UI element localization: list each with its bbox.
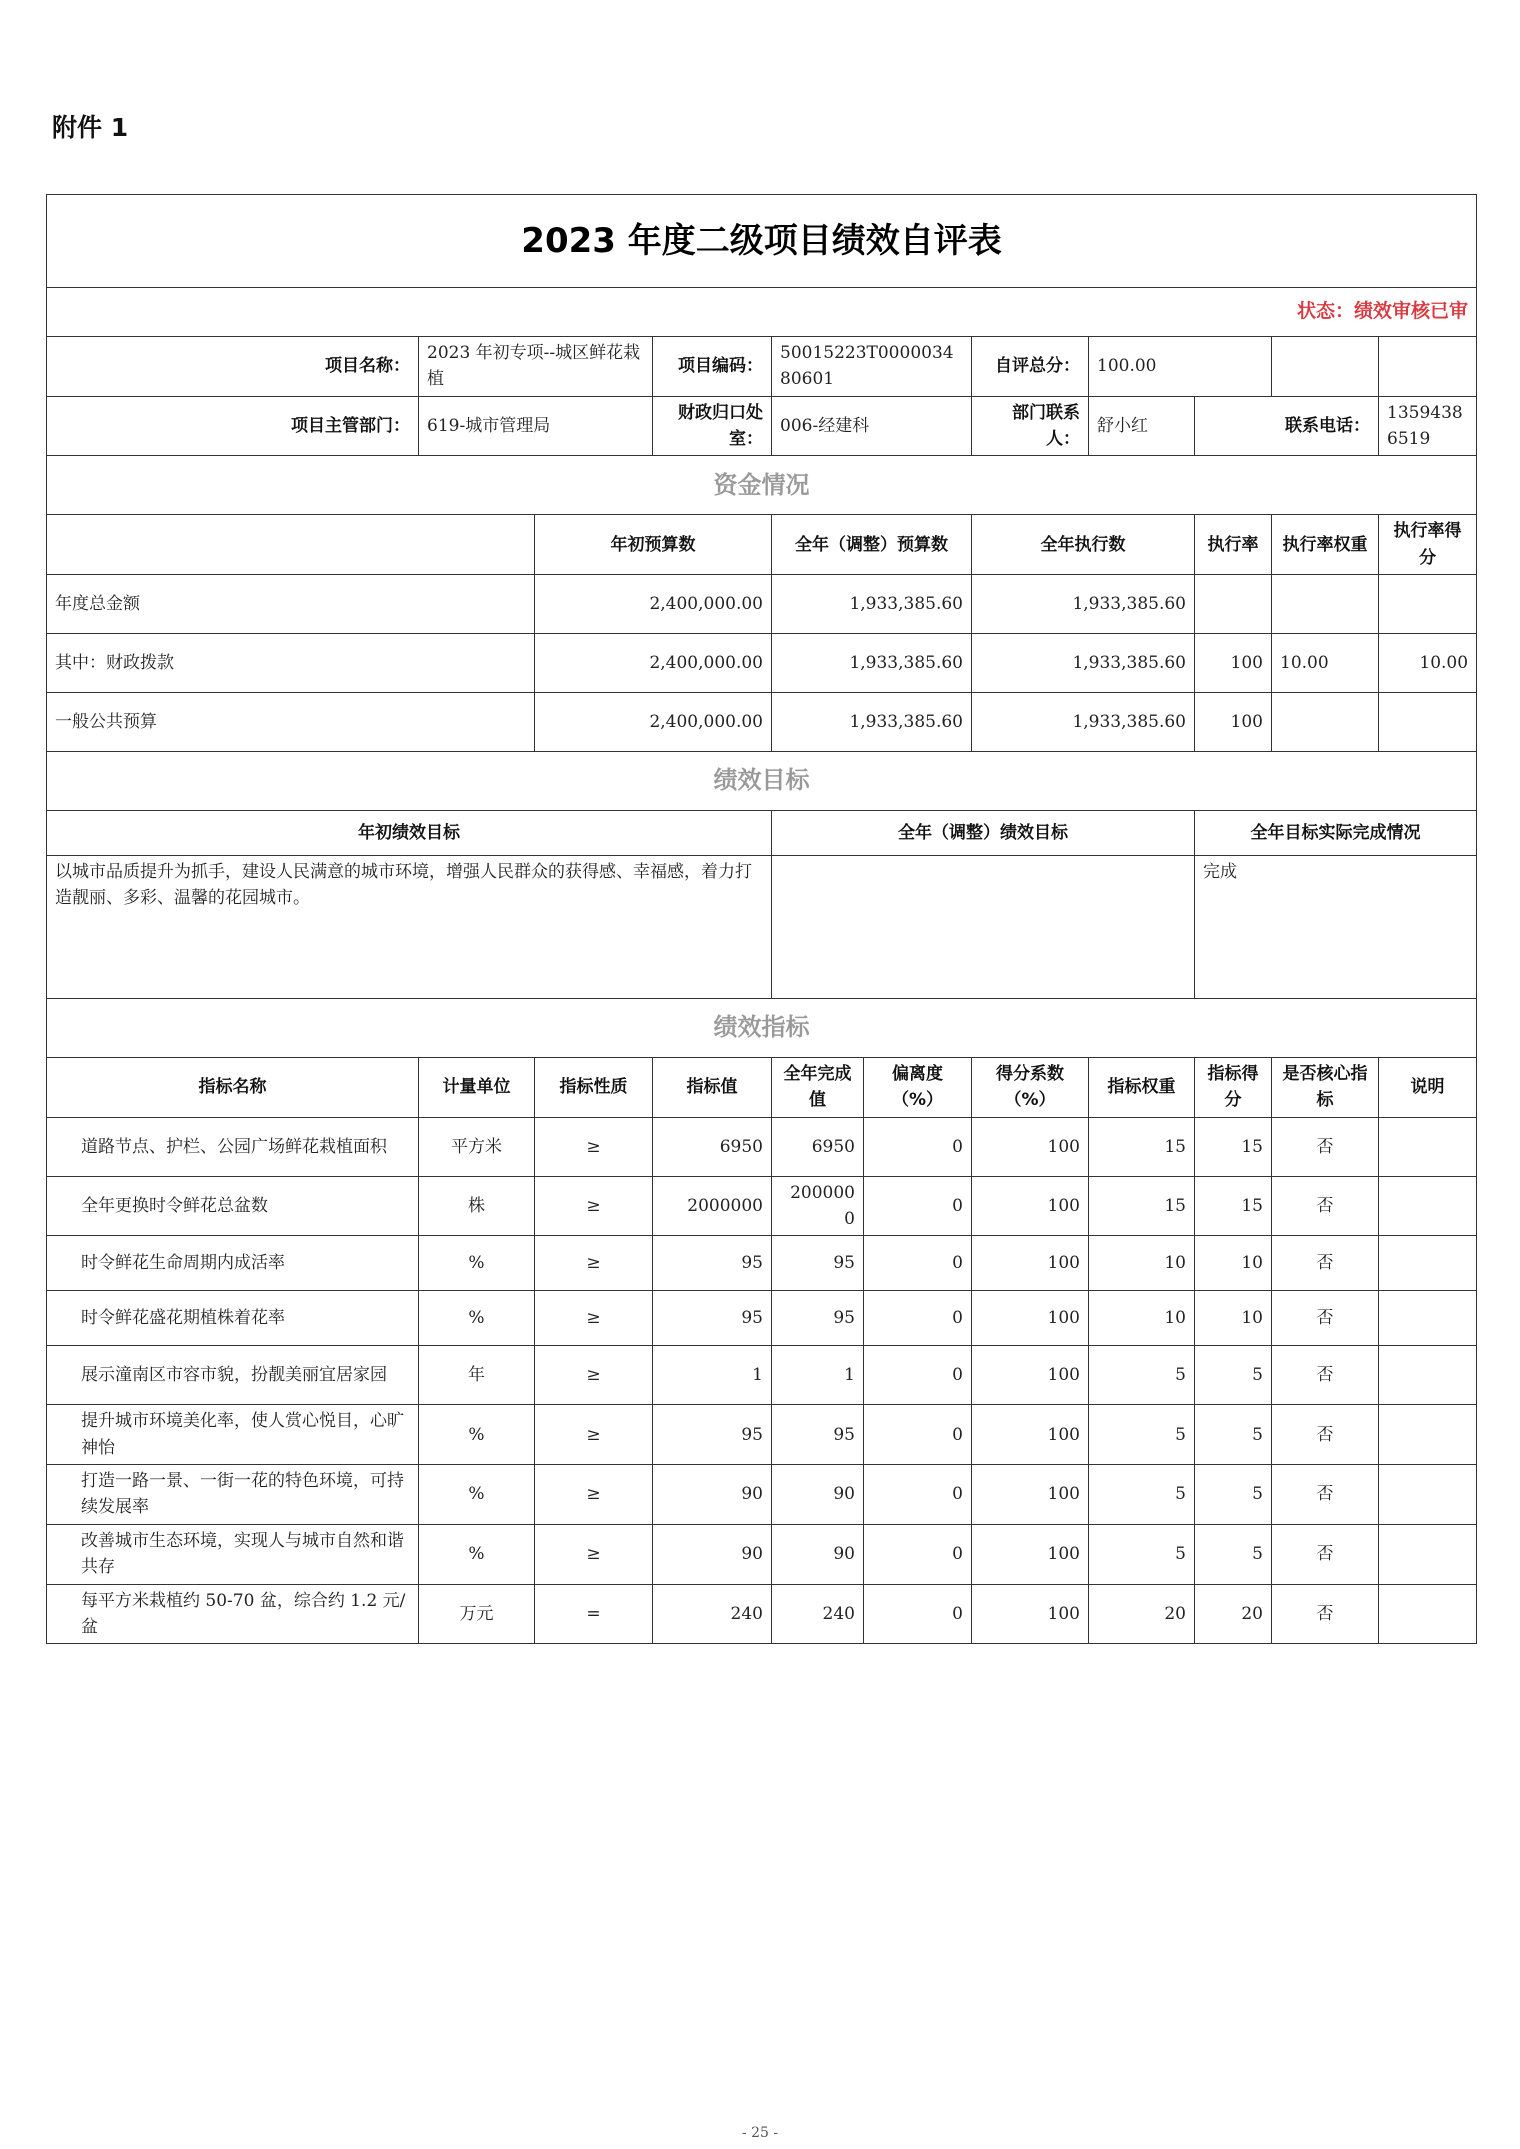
table-row (47, 1584, 1477, 1644)
ind-name: 时令鲜花生命周期内成活率 (47, 1236, 419, 1291)
ind-actual: 6950 (772, 1117, 864, 1176)
ind-unit: % (419, 1465, 535, 1525)
ind-actual: 2000000 (772, 1176, 864, 1236)
ind-weight: 5 (1089, 1346, 1195, 1405)
ind-weight: 15 (1089, 1176, 1195, 1236)
ind-core: 否 (1272, 1346, 1379, 1405)
ind-header-target: 指标值 (653, 1058, 772, 1118)
ind-nature: ≥ (535, 1291, 653, 1346)
dept-label: 项目主管部门： (47, 396, 419, 456)
ind-unit: 株 (419, 1176, 535, 1236)
ind-weight: 10 (1089, 1291, 1195, 1346)
ind-target: 1 (653, 1346, 772, 1405)
ind-unit: 平方米 (419, 1117, 535, 1176)
funds-header-score: 执行率得分 (1379, 515, 1477, 575)
ind-weight: 5 (1089, 1524, 1195, 1584)
ind-actual: 90 (772, 1524, 864, 1584)
attachment-label: 附件 1 (52, 113, 129, 142)
funds-weight: 10.00 (1272, 634, 1379, 693)
ind-weight: 10 (1089, 1236, 1195, 1291)
ind-core: 否 (1272, 1405, 1379, 1465)
finance-office-value: 006-经建科 (772, 396, 972, 456)
funds-rate (1195, 575, 1272, 634)
funds-executed: 1,933,385.60 (972, 634, 1195, 693)
dept-value: 619-城市管理局 (419, 396, 653, 456)
goals-header-actual: 全年目标实际完成情况 (1195, 811, 1477, 856)
empty-cell (1379, 337, 1477, 397)
funds-score (1379, 693, 1477, 752)
ind-core: 否 (1272, 1117, 1379, 1176)
contact-label: 部门联系人： (972, 396, 1089, 456)
goals-initial-text: 以城市品质提升为抓手，建设人民满意的城市环境，增强人民群众的获得感、幸福感，着力打造靓丽、多彩、温馨的花园城市。 (47, 856, 772, 999)
ind-note (1379, 1584, 1477, 1644)
ind-weight: 20 (1089, 1584, 1195, 1644)
ind-core: 否 (1272, 1524, 1379, 1584)
funds-row-name: 年度总金额 (47, 575, 535, 634)
goals-actual-text: 完成 (1195, 856, 1477, 999)
empty-cell (1272, 337, 1379, 397)
ind-unit: 万元 (419, 1584, 535, 1644)
ind-name: 时令鲜花盛花期植株着花率 (47, 1291, 419, 1346)
ind-deviation: 0 (864, 1465, 972, 1525)
ind-coef: 100 (972, 1176, 1089, 1236)
ind-target: 95 (653, 1405, 772, 1465)
ind-deviation: 0 (864, 1405, 972, 1465)
ind-coef: 100 (972, 1236, 1089, 1291)
status-badge: 状态：绩效审核已审 (47, 288, 1477, 337)
funds-row-name: 一般公共预算 (47, 693, 535, 752)
goals-section-title: 绩效目标 (47, 752, 1477, 811)
ind-nature: ≥ (535, 1405, 653, 1465)
project-name-label: 项目名称： (47, 337, 419, 397)
ind-score: 15 (1195, 1176, 1272, 1236)
ind-score: 5 (1195, 1405, 1272, 1465)
ind-core: 否 (1272, 1584, 1379, 1644)
ind-nature: ≥ (535, 1236, 653, 1291)
funds-score (1379, 575, 1477, 634)
funds-section-title: 资金情况 (47, 456, 1477, 515)
ind-header-core: 是否核心指标 (1272, 1058, 1379, 1118)
ind-deviation: 0 (864, 1117, 972, 1176)
ind-header-actual: 全年完成值 (772, 1058, 864, 1118)
ind-target: 90 (653, 1465, 772, 1525)
ind-header-score: 指标得分 (1195, 1058, 1272, 1118)
ind-deviation: 0 (864, 1236, 972, 1291)
ind-name: 每平方米栽植约 50-70 盆，综合约 1.2 元/盆 (47, 1584, 419, 1644)
ind-deviation: 0 (864, 1524, 972, 1584)
funds-weight (1272, 575, 1379, 634)
ind-unit: % (419, 1291, 535, 1346)
funds-adjusted: 1,933,385.60 (772, 575, 972, 634)
ind-coef: 100 (972, 1405, 1089, 1465)
table-row (47, 1405, 1477, 1465)
ind-name: 改善城市生态环境，实现人与城市自然和谐共存 (47, 1524, 419, 1584)
table-row (47, 575, 1477, 634)
ind-unit: 年 (419, 1346, 535, 1405)
ind-note (1379, 1405, 1477, 1465)
phone-value: 13594386519 (1379, 396, 1477, 456)
ind-target: 240 (653, 1584, 772, 1644)
funds-row-name: 其中：财政拨款 (47, 634, 535, 693)
ind-header-name: 指标名称 (47, 1058, 419, 1118)
ind-note (1379, 1176, 1477, 1236)
ind-unit: % (419, 1405, 535, 1465)
ind-core: 否 (1272, 1465, 1379, 1525)
ind-coef: 100 (972, 1465, 1089, 1525)
ind-name: 全年更换时令鲜花总盆数 (47, 1176, 419, 1236)
ind-nature: ≥ (535, 1524, 653, 1584)
ind-header-unit: 计量单位 (419, 1058, 535, 1118)
table-row (47, 1291, 1477, 1346)
project-code-value: 50015223T000003480601 (772, 337, 972, 397)
ind-nature: ≥ (535, 1117, 653, 1176)
ind-name: 展示潼南区市容市貌，扮靓美丽宜居家园 (47, 1346, 419, 1405)
page-title: 2023 年度二级项目绩效自评表 (47, 195, 1477, 288)
ind-actual: 95 (772, 1291, 864, 1346)
ind-unit: % (419, 1236, 535, 1291)
contact-value: 舒小红 (1089, 396, 1195, 456)
ind-name: 提升城市环境美化率，使人赏心悦目，心旷神怡 (47, 1405, 419, 1465)
ind-actual: 95 (772, 1405, 864, 1465)
funds-adjusted: 1,933,385.60 (772, 634, 972, 693)
ind-score: 5 (1195, 1465, 1272, 1525)
goals-header-adjusted: 全年（调整）绩效目标 (772, 811, 1195, 856)
project-code-label: 项目编码： (653, 337, 772, 397)
ind-header-coef: 得分系数（%） (972, 1058, 1089, 1118)
ind-note (1379, 1346, 1477, 1405)
table-row (47, 1236, 1477, 1291)
ind-score: 15 (1195, 1117, 1272, 1176)
ind-target: 95 (653, 1236, 772, 1291)
ind-header-nature: 指标性质 (535, 1058, 653, 1118)
ind-target: 2000000 (653, 1176, 772, 1236)
funds-header-initial: 年初预算数 (535, 515, 772, 575)
performance-table (46, 194, 1477, 1644)
table-row (47, 634, 1477, 693)
funds-initial: 2,400,000.00 (535, 693, 772, 752)
table-row (47, 1176, 1477, 1236)
ind-note (1379, 1236, 1477, 1291)
funds-header-weight: 执行率权重 (1272, 515, 1379, 575)
ind-coef: 100 (972, 1291, 1089, 1346)
phone-label: 联系电话： (1195, 396, 1379, 456)
ind-coef: 100 (972, 1524, 1089, 1584)
funds-rate: 100 (1195, 693, 1272, 752)
ind-nature: = (535, 1584, 653, 1644)
ind-score: 5 (1195, 1524, 1272, 1584)
table-row (47, 1465, 1477, 1525)
funds-header-adjusted: 全年（调整）预算数 (772, 515, 972, 575)
indicators-section-title: 绩效指标 (47, 999, 1477, 1058)
ind-deviation: 0 (864, 1176, 972, 1236)
goals-header-initial: 年初绩效目标 (47, 811, 772, 856)
ind-nature: ≥ (535, 1346, 653, 1405)
table-row (47, 1346, 1477, 1405)
ind-coef: 100 (972, 1117, 1089, 1176)
finance-office-label: 财政归口处室： (653, 396, 772, 456)
funds-score: 10.00 (1379, 634, 1477, 693)
ind-deviation: 0 (864, 1291, 972, 1346)
ind-coef: 100 (972, 1584, 1089, 1644)
ind-weight: 5 (1089, 1405, 1195, 1465)
ind-name: 道路节点、护栏、公园广场鲜花栽植面积 (47, 1117, 419, 1176)
table-row (47, 1117, 1477, 1176)
ind-core: 否 (1272, 1236, 1379, 1291)
ind-weight: 5 (1089, 1465, 1195, 1525)
ind-score: 10 (1195, 1291, 1272, 1346)
ind-unit: % (419, 1524, 535, 1584)
funds-header-executed: 全年执行数 (972, 515, 1195, 575)
funds-initial: 2,400,000.00 (535, 634, 772, 693)
funds-rate: 100 (1195, 634, 1272, 693)
ind-score: 5 (1195, 1346, 1272, 1405)
funds-header-rate: 执行率 (1195, 515, 1272, 575)
ind-actual: 240 (772, 1584, 864, 1644)
funds-executed: 1,933,385.60 (972, 575, 1195, 634)
goals-adjusted-text (772, 856, 1195, 999)
funds-weight (1272, 693, 1379, 752)
ind-deviation: 0 (864, 1584, 972, 1644)
ind-nature: ≥ (535, 1465, 653, 1525)
ind-weight: 15 (1089, 1117, 1195, 1176)
ind-score: 20 (1195, 1584, 1272, 1644)
ind-note (1379, 1465, 1477, 1525)
self-score-value: 100.00 (1089, 337, 1272, 397)
funds-executed: 1,933,385.60 (972, 693, 1195, 752)
ind-note (1379, 1524, 1477, 1584)
page-number: - 25 - (741, 2125, 779, 2141)
ind-target: 90 (653, 1524, 772, 1584)
ind-name: 打造一路一景、一街一花的特色环境，可持续发展率 (47, 1465, 419, 1525)
ind-note (1379, 1291, 1477, 1346)
ind-note (1379, 1117, 1477, 1176)
ind-target: 95 (653, 1291, 772, 1346)
ind-target: 6950 (653, 1117, 772, 1176)
ind-actual: 95 (772, 1236, 864, 1291)
ind-nature: ≥ (535, 1176, 653, 1236)
funds-adjusted: 1,933,385.60 (772, 693, 972, 752)
ind-core: 否 (1272, 1176, 1379, 1236)
table-row (47, 1524, 1477, 1584)
ind-actual: 1 (772, 1346, 864, 1405)
ind-header-note: 说明 (1379, 1058, 1477, 1118)
project-name-value: 2023 年初专项--城区鲜花栽植 (419, 337, 653, 397)
self-score-label: 自评总分： (972, 337, 1089, 397)
funds-initial: 2,400,000.00 (535, 575, 772, 634)
ind-core: 否 (1272, 1291, 1379, 1346)
ind-coef: 100 (972, 1346, 1089, 1405)
table-row (47, 693, 1477, 752)
empty-header-cell (47, 515, 535, 575)
ind-score: 10 (1195, 1236, 1272, 1291)
ind-actual: 90 (772, 1465, 864, 1525)
ind-header-weight: 指标权重 (1089, 1058, 1195, 1118)
ind-deviation: 0 (864, 1346, 972, 1405)
ind-header-deviation: 偏离度（%） (864, 1058, 972, 1118)
